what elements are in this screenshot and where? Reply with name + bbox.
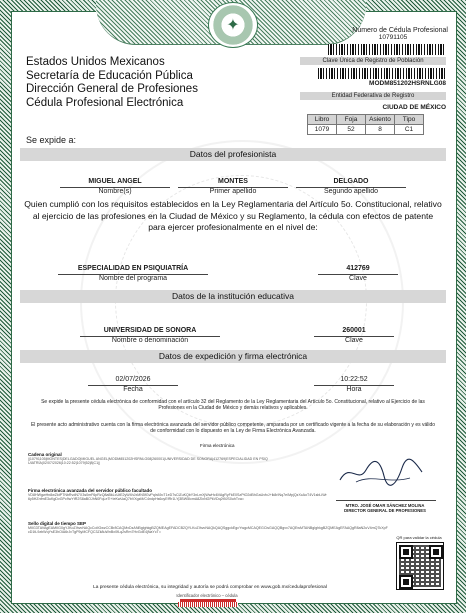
issuer-line-3: Dirección General de Profesiones: [26, 83, 198, 95]
section-profesionista: Datos del profesionista: [20, 148, 446, 161]
issuer-header: [26, 56, 198, 110]
firma-avanzada-label: Firma electrónica avanzada del servidor público facultado: [28, 488, 153, 493]
nombre-label: Nombre(s): [98, 188, 132, 195]
asiento-header: Asiento: [366, 115, 395, 125]
requisitos-paragraph: Quien cumplió con los requisitos establecidos en la Ley Reglamentaria del Artículo 5o. Constitucional, relativo al ejercicio de las profesiones en la Ciudad de México y su Reglamento, la cédula con efectos de patente para ejercer profesionalmente en el nivel de:: [24, 199, 442, 232]
programa-label: Nombre del programa: [98, 275, 168, 282]
programa-clave-label: Clave: [349, 275, 367, 282]
segundo-apellido-value: DELGADO: [333, 178, 369, 185]
segundo-apellido-label: Segundo apellido: [323, 188, 379, 195]
legal-text-1: Se expide la presente cédula electrónica de conformidad con el artículo 32 del Reglamento de la Ley Reglamentaria del Artículo 5o. Constitucional, relativo al Ejercicio de las Profesiones en la Ciudad de México y demás relativos y aplicables.: [41, 399, 425, 412]
cedula-number-label: Número de Cédula Profesional: [352, 27, 448, 34]
institucion-value: UNIVERSIDAD DE SONORA: [103, 327, 197, 334]
funcionario-block: [330, 503, 440, 513]
primer-apellido-label: Primer apellido: [209, 188, 257, 195]
registro-table: [307, 114, 424, 135]
asiento-value: 8: [366, 125, 395, 135]
coat-of-arms-seal-icon: ✦: [208, 2, 258, 48]
funcionario-nombre: MTRO. JOSÉ OMAR SÁNCHEZ MOLINA: [345, 503, 425, 508]
libro-header: Libro: [308, 115, 337, 125]
issuer-line-4: Cédula Profesional Electrónica: [26, 96, 184, 109]
qr-code-icon: [396, 542, 444, 590]
red-microprint: [178, 602, 238, 607]
institucion-clave-label: Clave: [345, 337, 363, 344]
hora-value: 10:22:52: [340, 376, 368, 383]
registro-header-row: [308, 115, 424, 125]
programa-value: ESPECIALIDAD EN PSIQUIATRÍA: [77, 265, 189, 272]
handwritten-signature: [336, 458, 426, 488]
curp-value: MODM851202HSRNLG08: [369, 80, 446, 87]
nombre-value: MIGUEL ANGEL: [88, 178, 142, 185]
curp-label: Clave Única de Registro de Población: [300, 57, 446, 65]
footer-id-label: Identificador electrónico – cédula: [176, 593, 238, 598]
cedula-number: 10791105: [378, 34, 408, 41]
curp-barcode: [318, 68, 446, 79]
firma-label: Firma electrónica: [200, 443, 235, 448]
registro-value-row: [308, 125, 424, 135]
entidad-value: CIUDAD DE MÉXICO: [382, 104, 446, 111]
fecha-value: 02/07/2026: [115, 376, 151, 383]
funcionario-cargo: DIRECTOR GENERAL DE PROFESIONES: [344, 508, 426, 513]
footer-validation-text: La presente cédula electrónica, su integridad y autoría se podrá comprobar en www.gob.mx/cedulaprofesional: [93, 585, 327, 590]
qr-label: QR para validar la cédula: [396, 535, 442, 540]
institucion-clave-value: 260001: [342, 327, 366, 334]
tipo-value: C1: [395, 125, 424, 135]
fecha-label: Fecha: [123, 386, 143, 393]
section-institucion: Datos de la institución educativa: [20, 290, 446, 303]
programa-clave-value: 412769: [346, 265, 370, 272]
cedula-barcode: [328, 44, 446, 55]
institucion-label: Nombre o denominación: [111, 337, 189, 344]
cadena-original-label: Cadena original: [28, 452, 62, 457]
entidad-label: Entidad Federativa de Registro: [300, 92, 446, 100]
libro-value: 1079: [308, 125, 337, 135]
sello-digital-text: MIIG3TAVAgEAMIIG0gYJKoZIhvcNAQcCoIIGwzCCBr8CAQMxDzANBglghkgBZQMEAgEFADCB2QYLKoZIhvcNAQkQAQSggckEgcYwgcMCAQEGCisGAQQBgvx7AQEwMTANBglghkgBZQMEAgEFAAQgR8aN2uV4mQ7kXpFcD1tL9zbWqYsE3hOiA6rJvTgP5yMCFQC3Zk8uWnBx0fLq2sRm7HvGdE4jNaYcT=: [28, 526, 388, 535]
foja-value: 52: [337, 125, 366, 135]
sello-digital-label: Sello digital de tiempo SEP: [28, 521, 87, 526]
issuer-line-2: Secretaría de Educación Pública: [26, 69, 193, 82]
issuer-line-1: Estados Unidos Mexicanos: [26, 56, 165, 68]
expide-label: Se expide a:: [26, 135, 77, 145]
firma-avanzada-text: VD8HWgwHn8wZktPTNbRvdN7X3s0mF6pRzQ8aBkLcUtE2yW4hJxMN5fGvPqIrA9oT1eD7sCiZuKQbY3nLmXjWwHc6VAgRyFkE0SzPtO2dBhGaUvfxJ+lk8rINq7e/MpjQzXcAoT4V1sbLiWr6y5HZnfmE3uKgDvGPc9wYtR2S8aBOJhN0FqLeTi+IeKwUaQ7bVXgzM/C4ndpHs6oyEfRr1LYj3BW5IcmA8ZlxNGPkVDq2t9JS0uhTva=: [28, 493, 327, 502]
cadena-original-text: ||10791105|MONTES|DELGADO|MIGUEL ANGEL|MODM851202HSRNLG08|260001|UNIVERSIDAD DE SONORA|412769|ESPECIALIDAD EN PSIQUIATRÍA|02/07/2026|10:22:52|1079|52|8|C1||: [28, 457, 268, 466]
primer-apellido-value: MONTES: [218, 178, 248, 185]
hora-label: Hora: [346, 386, 362, 393]
foja-header: Foja: [337, 115, 366, 125]
legal-text-2: El presente acto administrativo cuenta con la firma electrónica avanzada del servidor público competente, amparada por un certificado vigente a la fecha de su elaboración y es válido de conformidad con lo dispuesto en la Ley de Firma Electrónica Avanzada.: [30, 422, 436, 435]
tipo-header: Tipo: [395, 115, 424, 125]
section-expedicion: Datos de expedición y firma electrónica: [20, 350, 446, 363]
